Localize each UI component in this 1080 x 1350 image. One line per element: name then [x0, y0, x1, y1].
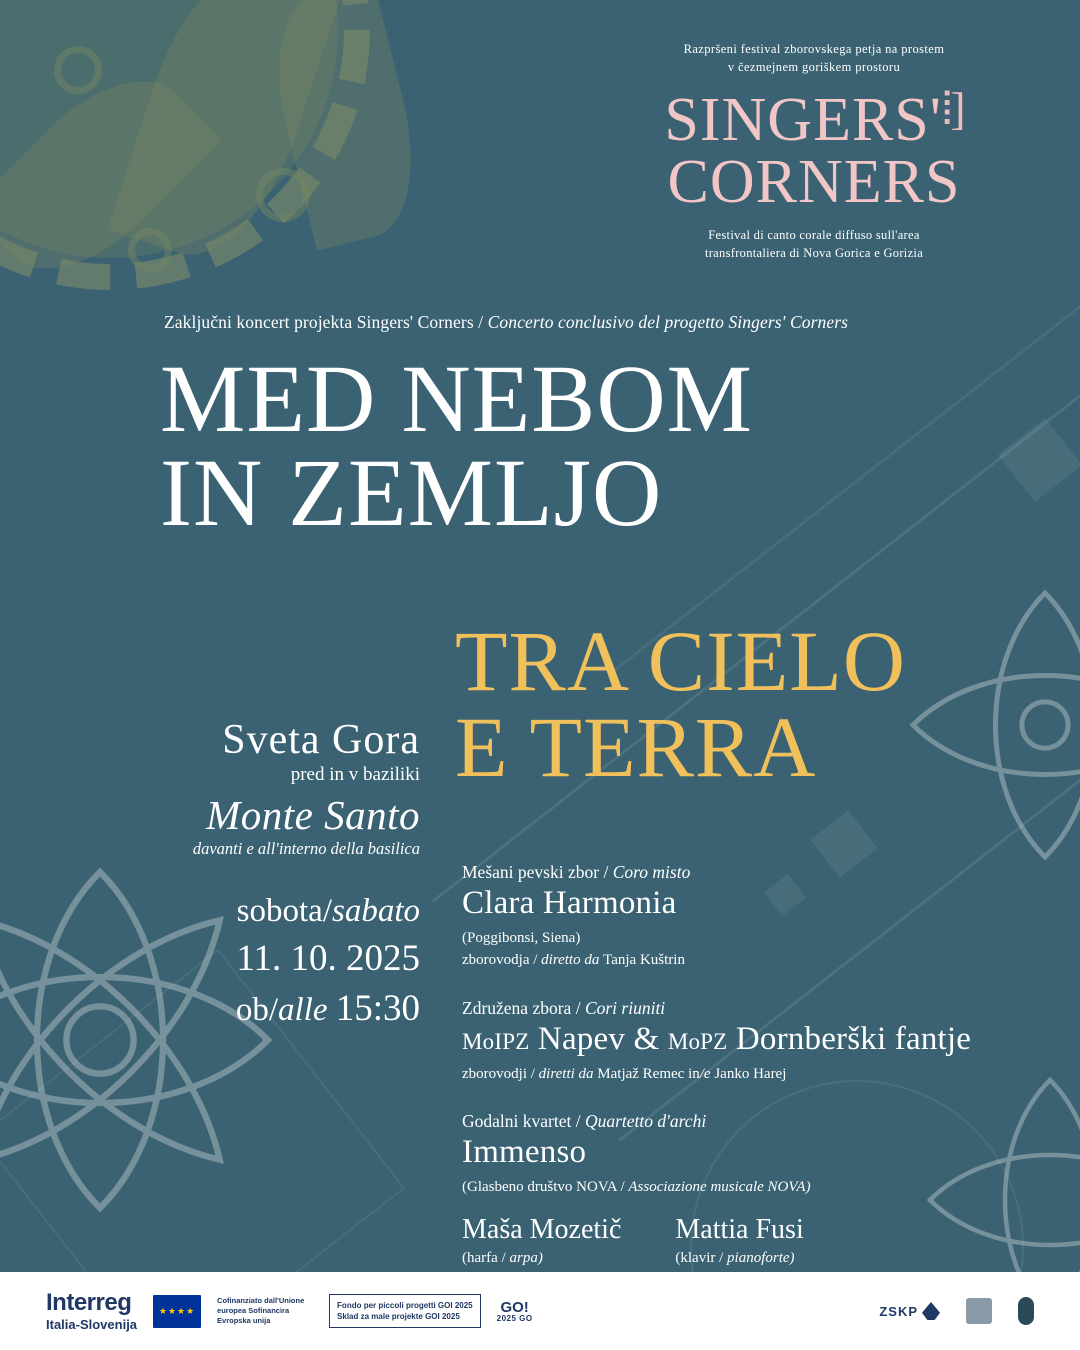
choir-name-1: Napev — [537, 1020, 626, 1057]
interreg-logo — [46, 1291, 137, 1331]
choir-ampersand: & — [625, 1020, 668, 1057]
conductor-joiner-it: /e — [699, 1065, 715, 1082]
title-sl-line2: IN ZEMLJO — [160, 439, 663, 547]
logo-tagline-it-line1: Festival di canto corale diffuso sull'area — [708, 227, 920, 242]
small-projects-fund-label — [329, 1294, 481, 1328]
logo-wordmark — [604, 83, 1024, 216]
performer-conductor — [462, 1063, 1022, 1086]
eu-funding-text: Cofinanziato dall'Unione europea Sofinancira Evropska unija — [217, 1295, 305, 1326]
instrument-sl: (harfa — [462, 1250, 502, 1267]
conductor-name-1: Matjaž Remec in — [597, 1065, 700, 1082]
performer-group — [462, 862, 1022, 972]
performer-kind-separator: / — [603, 862, 613, 882]
square-motif — [998, 418, 1080, 502]
event-day — [100, 889, 420, 934]
soloists-row — [462, 1213, 1022, 1268]
title-sl-line1: MED NEBOM — [160, 345, 754, 452]
logo-tagline-sl-line1: Razpršeni festival zborovskega petja na prostem — [683, 42, 945, 56]
performer-kind — [462, 998, 1022, 1019]
footer-logo-bar — [0, 1272, 1080, 1350]
performer-kind-it: Coro misto — [612, 862, 691, 882]
page-title-it — [455, 613, 1015, 795]
kicker-it: Concerto conclusivo del progetto Singers' Corners — [487, 312, 849, 332]
logo-tagline-sl-line2: v čezmejnem goriškem prostoru — [727, 60, 901, 75]
performer-kind-it: Quartetto d'archi — [584, 1111, 707, 1132]
bookmark-icon: ⦙] — [941, 83, 964, 135]
conductor-name-2: Janko Harej — [714, 1065, 787, 1082]
logo-word-corners: CORNERS — [667, 147, 961, 216]
performer-name: Immenso — [462, 1134, 587, 1171]
ring-shape — [128, 228, 172, 272]
time-label-sl: ob — [235, 991, 269, 1028]
bird-icon — [922, 1302, 940, 1320]
conductor-separator: / — [530, 1065, 539, 1082]
partner-logo-pill — [1018, 1297, 1034, 1325]
instrument-sl: (klavir — [675, 1250, 720, 1267]
soloist-instrument — [675, 1250, 803, 1267]
conductor-label-sl: zborovodji — [462, 1065, 531, 1082]
venue-name-it: Monte Santo — [206, 792, 420, 839]
kicker-sl: Zaključni koncert projekta Singers' Corners — [164, 312, 474, 332]
performer-origin: (Poggibonsi, Siena) — [462, 929, 581, 946]
origin-it: Associazione musicale NOVA) — [628, 1179, 811, 1196]
page-title-sl — [160, 345, 980, 547]
performer-kind-it: Cori riuniti — [584, 997, 666, 1018]
interreg-programme: Italia-Slovenija — [46, 1317, 138, 1332]
venue-detail-sl: pred in v baziliki — [290, 764, 420, 786]
venue-name-sl: Sveta Gora — [222, 717, 420, 763]
logo-tagline-sl — [604, 40, 1024, 76]
choir-prefix-2: MoPZ — [667, 1028, 728, 1054]
performer-kind-sl: Godalni kvartet — [462, 1111, 576, 1132]
conductor-label-it: diretto da — [541, 952, 604, 969]
soloist — [462, 1213, 621, 1268]
title-it-line2: E TERRA — [455, 699, 817, 795]
performer-kind-sl: Združena zbora — [462, 997, 576, 1018]
footer-left-logos — [46, 1291, 533, 1331]
ring-shape — [54, 46, 102, 94]
performer-name — [462, 1021, 1022, 1058]
origin-sl: (Glasbeno društvo NOVA — [462, 1179, 621, 1196]
festival-logo — [604, 40, 1024, 262]
venue-detail-it: davanti e all'interno della basilica — [192, 839, 420, 859]
logo-word-singers: SINGERS' — [664, 86, 942, 155]
time-label-it: alle — [277, 991, 328, 1028]
choir-prefix-1: MoIPZ — [462, 1028, 530, 1054]
performer-group — [462, 1111, 1022, 1267]
conductor-name: Tanja Kuštrin — [603, 952, 685, 969]
performer-kind — [462, 862, 1022, 883]
performer-kind-separator: / — [575, 1111, 585, 1132]
event-time: 15:30 — [335, 987, 420, 1029]
performer-conductor — [462, 949, 1022, 972]
instrument-separator: / — [719, 1250, 728, 1267]
conductor-separator: / — [533, 952, 542, 969]
interreg-wordmark: Interreg — [46, 1289, 132, 1316]
logo-tagline-it-line2: transfrontaliera di Nova Gorica e Gorizia — [704, 245, 924, 260]
event-day-separator: / — [322, 893, 332, 930]
kicker-separator: / — [473, 312, 488, 332]
instrument-it: arpa) — [509, 1250, 543, 1267]
petal-shape — [257, 0, 434, 251]
partner-logo-square — [966, 1298, 992, 1324]
origin-separator: / — [620, 1179, 629, 1196]
soloist-name: Mattia Fusi — [675, 1213, 804, 1245]
fund-label-sl: Sklad za male projekte GOI 2025 — [337, 1312, 460, 1321]
performer-origin — [462, 1176, 1022, 1199]
event-day-it: sabato — [331, 893, 420, 930]
soloist-name: Maša Mozetič — [462, 1213, 622, 1245]
go2025-line1: GO! — [500, 1298, 529, 1316]
zskp-logo — [879, 1302, 940, 1320]
title-it-line1: TRA CIELO — [455, 613, 906, 709]
event-time-row — [100, 984, 420, 1034]
go2025-logo — [497, 1300, 533, 1323]
footer-right-logos — [879, 1297, 1034, 1325]
soloist — [675, 1213, 803, 1268]
choir-name-2: Dornberški fantje — [735, 1020, 972, 1057]
sun-burst-shape — [0, 0, 370, 290]
event-datetime — [100, 889, 420, 1033]
ring-shape — [256, 168, 310, 222]
performers-list — [462, 862, 1022, 1293]
sun-core-shape — [0, 0, 338, 258]
performer-kind-sl: Mešani pevski zbor — [462, 862, 604, 882]
event-day-sl: sobota — [236, 893, 323, 930]
eu-stars: ★★★★ — [158, 1305, 196, 1316]
conductor-label-sl: zborovodja — [462, 952, 534, 969]
fund-label-it: Fondo per piccoli progetti GOI 2025 — [337, 1300, 473, 1310]
conductor-label-it: diretti da — [538, 1065, 598, 1082]
venue-block — [100, 718, 420, 1034]
performer-kind-separator: / — [575, 997, 585, 1018]
event-date: 11. 10. 2025 — [236, 937, 420, 979]
time-label-separator: / — [268, 991, 278, 1028]
go2025-line2: 2025 GO — [496, 1313, 533, 1323]
logo-tagline-it — [604, 226, 1024, 262]
instrument-it: pianoforte) — [727, 1250, 795, 1267]
soloist-instrument — [462, 1250, 621, 1267]
zskp-wordmark: ZSKP — [879, 1303, 918, 1319]
instrument-separator: / — [501, 1250, 510, 1267]
event-kicker — [164, 312, 848, 333]
performer-name: Clara Harmonia — [462, 885, 677, 921]
eu-flag-icon — [153, 1295, 201, 1328]
performer-group — [462, 998, 1022, 1085]
petal-shape — [107, 0, 342, 276]
petal-shape — [0, 48, 222, 303]
performer-kind — [462, 1111, 1022, 1132]
